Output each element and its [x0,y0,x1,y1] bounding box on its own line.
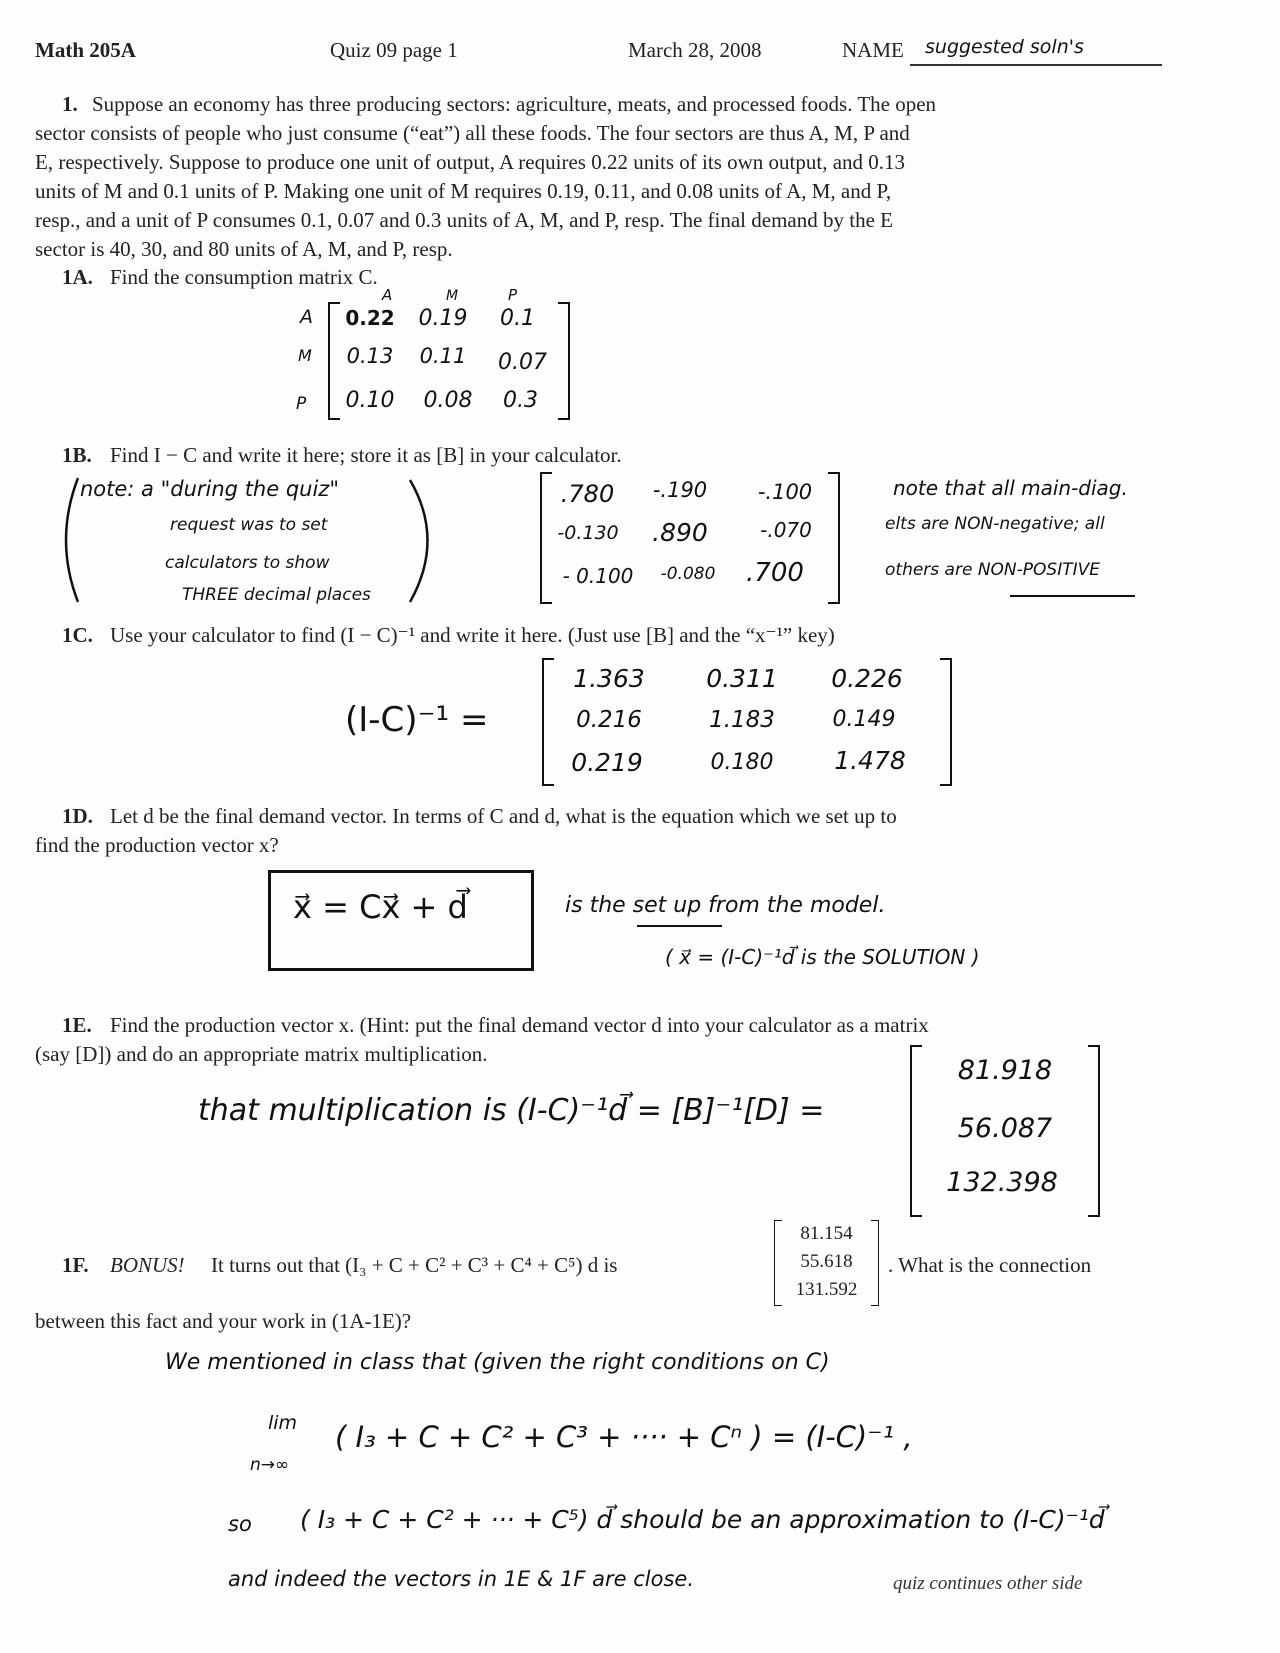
b-32: -0.080 [660,564,716,584]
i-minus-c-matrix [540,472,840,604]
part-1c-text: Use your calculator to find (I − C)⁻¹ and write it here. (Just use [B] and the “x⁻¹” key) [110,623,835,647]
inv-32: 0.180 [710,750,774,775]
inverse-lhs: (I-C)⁻¹ = [345,700,489,740]
bonus-vector [774,1220,879,1306]
note-line-3: calculators to show [165,553,330,573]
inv-33: 1.478 [834,746,906,775]
part-1d-text-line-1: Let d be the final demand vector. In terms of C and d, what is the equation which we set up to [110,804,897,828]
name-label: NAME [842,38,904,62]
b-11: .780 [560,480,615,508]
note-line-1: note: a "during the quiz" [80,477,339,501]
side-note-line-2: elts are NON-negative; all [885,514,1105,534]
part-1e-text-line-2: (say [D]) and do an appropriate matrix multiplication. [35,1042,488,1066]
problem-intro-line-5: resp., and a unit of P consumes 0.1, 0.07 and 0.3 units of A, M, and P, resp. The final demand by the E [35,208,893,232]
part-1f-label: 1F. [62,1253,89,1277]
inv-12: 0.311 [706,664,778,693]
c-12: 0.19 [418,306,468,331]
row-label-m: M [298,346,312,365]
setup-comment: is the set up from the model. [565,893,886,918]
part-1d-label: 1D. [62,804,93,828]
non-positive-underline [1010,595,1135,597]
limit-label: lim [268,1412,298,1434]
c-23: 0.07 [498,350,547,375]
col-label-p: P [508,286,518,304]
c-33: 0.3 [503,388,538,413]
part-1c-label: 1C. [62,623,93,647]
problem-number: 1. [62,92,78,116]
row-label-a: A [300,306,313,328]
b-33: .700 [746,558,804,588]
b-13: -.100 [757,480,813,504]
part-1e-text-line-1: Find the production vector x. (Hint: put the final demand vector d into your calculator as a matrix [110,1013,929,1037]
col-label-a: A [382,286,393,304]
inv-22: 1.183 [709,707,775,733]
inv-13: 0.226 [831,664,903,693]
b-22: .890 [652,518,708,547]
part-1d-text-line-2: find the production vector x? [35,833,279,857]
setup-underline [637,925,722,927]
b-31: - 0.100 [562,564,634,588]
answer-line-4: and indeed the vectors in 1E & 1F are close. [228,1567,695,1591]
b-21: -0.130 [557,522,619,544]
c-21: 0.13 [346,344,394,368]
part-1e-label: 1E. [62,1013,92,1037]
bonus-1: 81.154 [800,1223,853,1244]
c-22: 0.11 [419,344,467,368]
part-1f-text: It turns out that (I₃ + C + C² + C³ + C⁴ + C⁵) d is [211,1253,618,1277]
production-vector [910,1045,1100,1217]
quiz-page-label: Quiz 09 page 1 [330,38,458,62]
part-1f-text-line-2: between this fact and your work in (1A-1E)? [35,1309,412,1333]
answer-line-1: We mentioned in class that (given the right conditions on C) [165,1350,830,1375]
so-label: so [228,1512,252,1536]
answer-line-3: ( I₃ + C + C² + ··· + C⁵) d⃗ should be an approximation to (I-C)⁻¹d⃗ [300,1505,1105,1534]
b-23: -.070 [760,518,812,542]
bonus-label: BONUS! [110,1253,185,1277]
note-line-4: THREE decimal places [182,585,371,605]
c-31: 0.10 [345,388,395,413]
bonus-3: 131.592 [795,1279,858,1300]
inv-23: 0.149 [832,707,896,732]
c-32: 0.08 [423,388,473,413]
problem-intro-line-4: units of M and 0.1 units of P. Making one unit of M requires 0.19, 0.11, and 0.08 units of A, M, and P, [35,179,892,203]
part-1a-text: Find the consumption matrix C. [110,265,378,289]
multiplication-work: that multiplication is (I-C)⁻¹d⃗ = [B]⁻¹[D] = [198,1093,825,1128]
part-1b-label: 1B. [62,443,92,467]
x-2: 56.087 [957,1113,1053,1144]
x-3: 132.398 [946,1167,1058,1198]
name-underline [910,64,1162,66]
bonus-2: 55.618 [800,1251,853,1272]
limit-subscript: n→∞ [250,1455,290,1475]
part-1a-label: 1A. [62,265,93,289]
inv-31: 0.219 [571,748,643,777]
problem-intro-line-2: sector consists of people who just consume (“eat”) all these foods. The four sectors are thus A, M, P and [35,121,910,145]
col-label-m: M [446,288,459,304]
consumption-matrix [328,302,570,420]
problem-intro-line-1: Suppose an economy has three producing sectors: agriculture, meats, and processed foods. The open [92,92,937,116]
name-value: suggested soln's [925,36,1084,58]
solution-comment: ( x⃗ = (I-C)⁻¹d⃗ is the SOLUTION ) [665,945,980,969]
series-equation: ( I₃ + C + C² + C³ + ···· + Cⁿ ) = (I-C)⁻¹ , [335,1420,913,1454]
c-13: 0.1 [500,306,535,331]
inv-11: 1.363 [573,664,645,693]
part-1b-text: Find I − C and write it here; store it as [B] in your calculator. [110,443,622,467]
x-1: 81.918 [957,1055,1053,1086]
problem-intro-line-6: sector is 40, 30, and 80 units of A, M, and P, resp. [35,237,453,261]
footer-note: quiz continues other side [893,1573,1083,1594]
inverse-matrix [542,658,952,786]
part-1f-text-after: . What is the connection [888,1253,1092,1277]
boxed-equation: x⃗ = Cx⃗ + d⃗ [293,888,468,926]
course-title: Math 205A [35,38,136,62]
side-note-line-1: note that all main-diag. [893,476,1128,500]
b-12: -.190 [652,478,708,502]
row-label-p: P [296,394,307,414]
note-line-2: request was to set [170,515,328,535]
c-11: 0.22 [345,306,395,330]
side-note-line-3: others are NON-POSITIVE [885,560,1100,580]
inv-21: 0.216 [576,707,642,733]
problem-intro-line-3: E, respectively. Suppose to produce one unit of output, A requires 0.22 units of its own output, and 0.13 [35,150,906,174]
quiz-date: March 28, 2008 [628,38,762,62]
